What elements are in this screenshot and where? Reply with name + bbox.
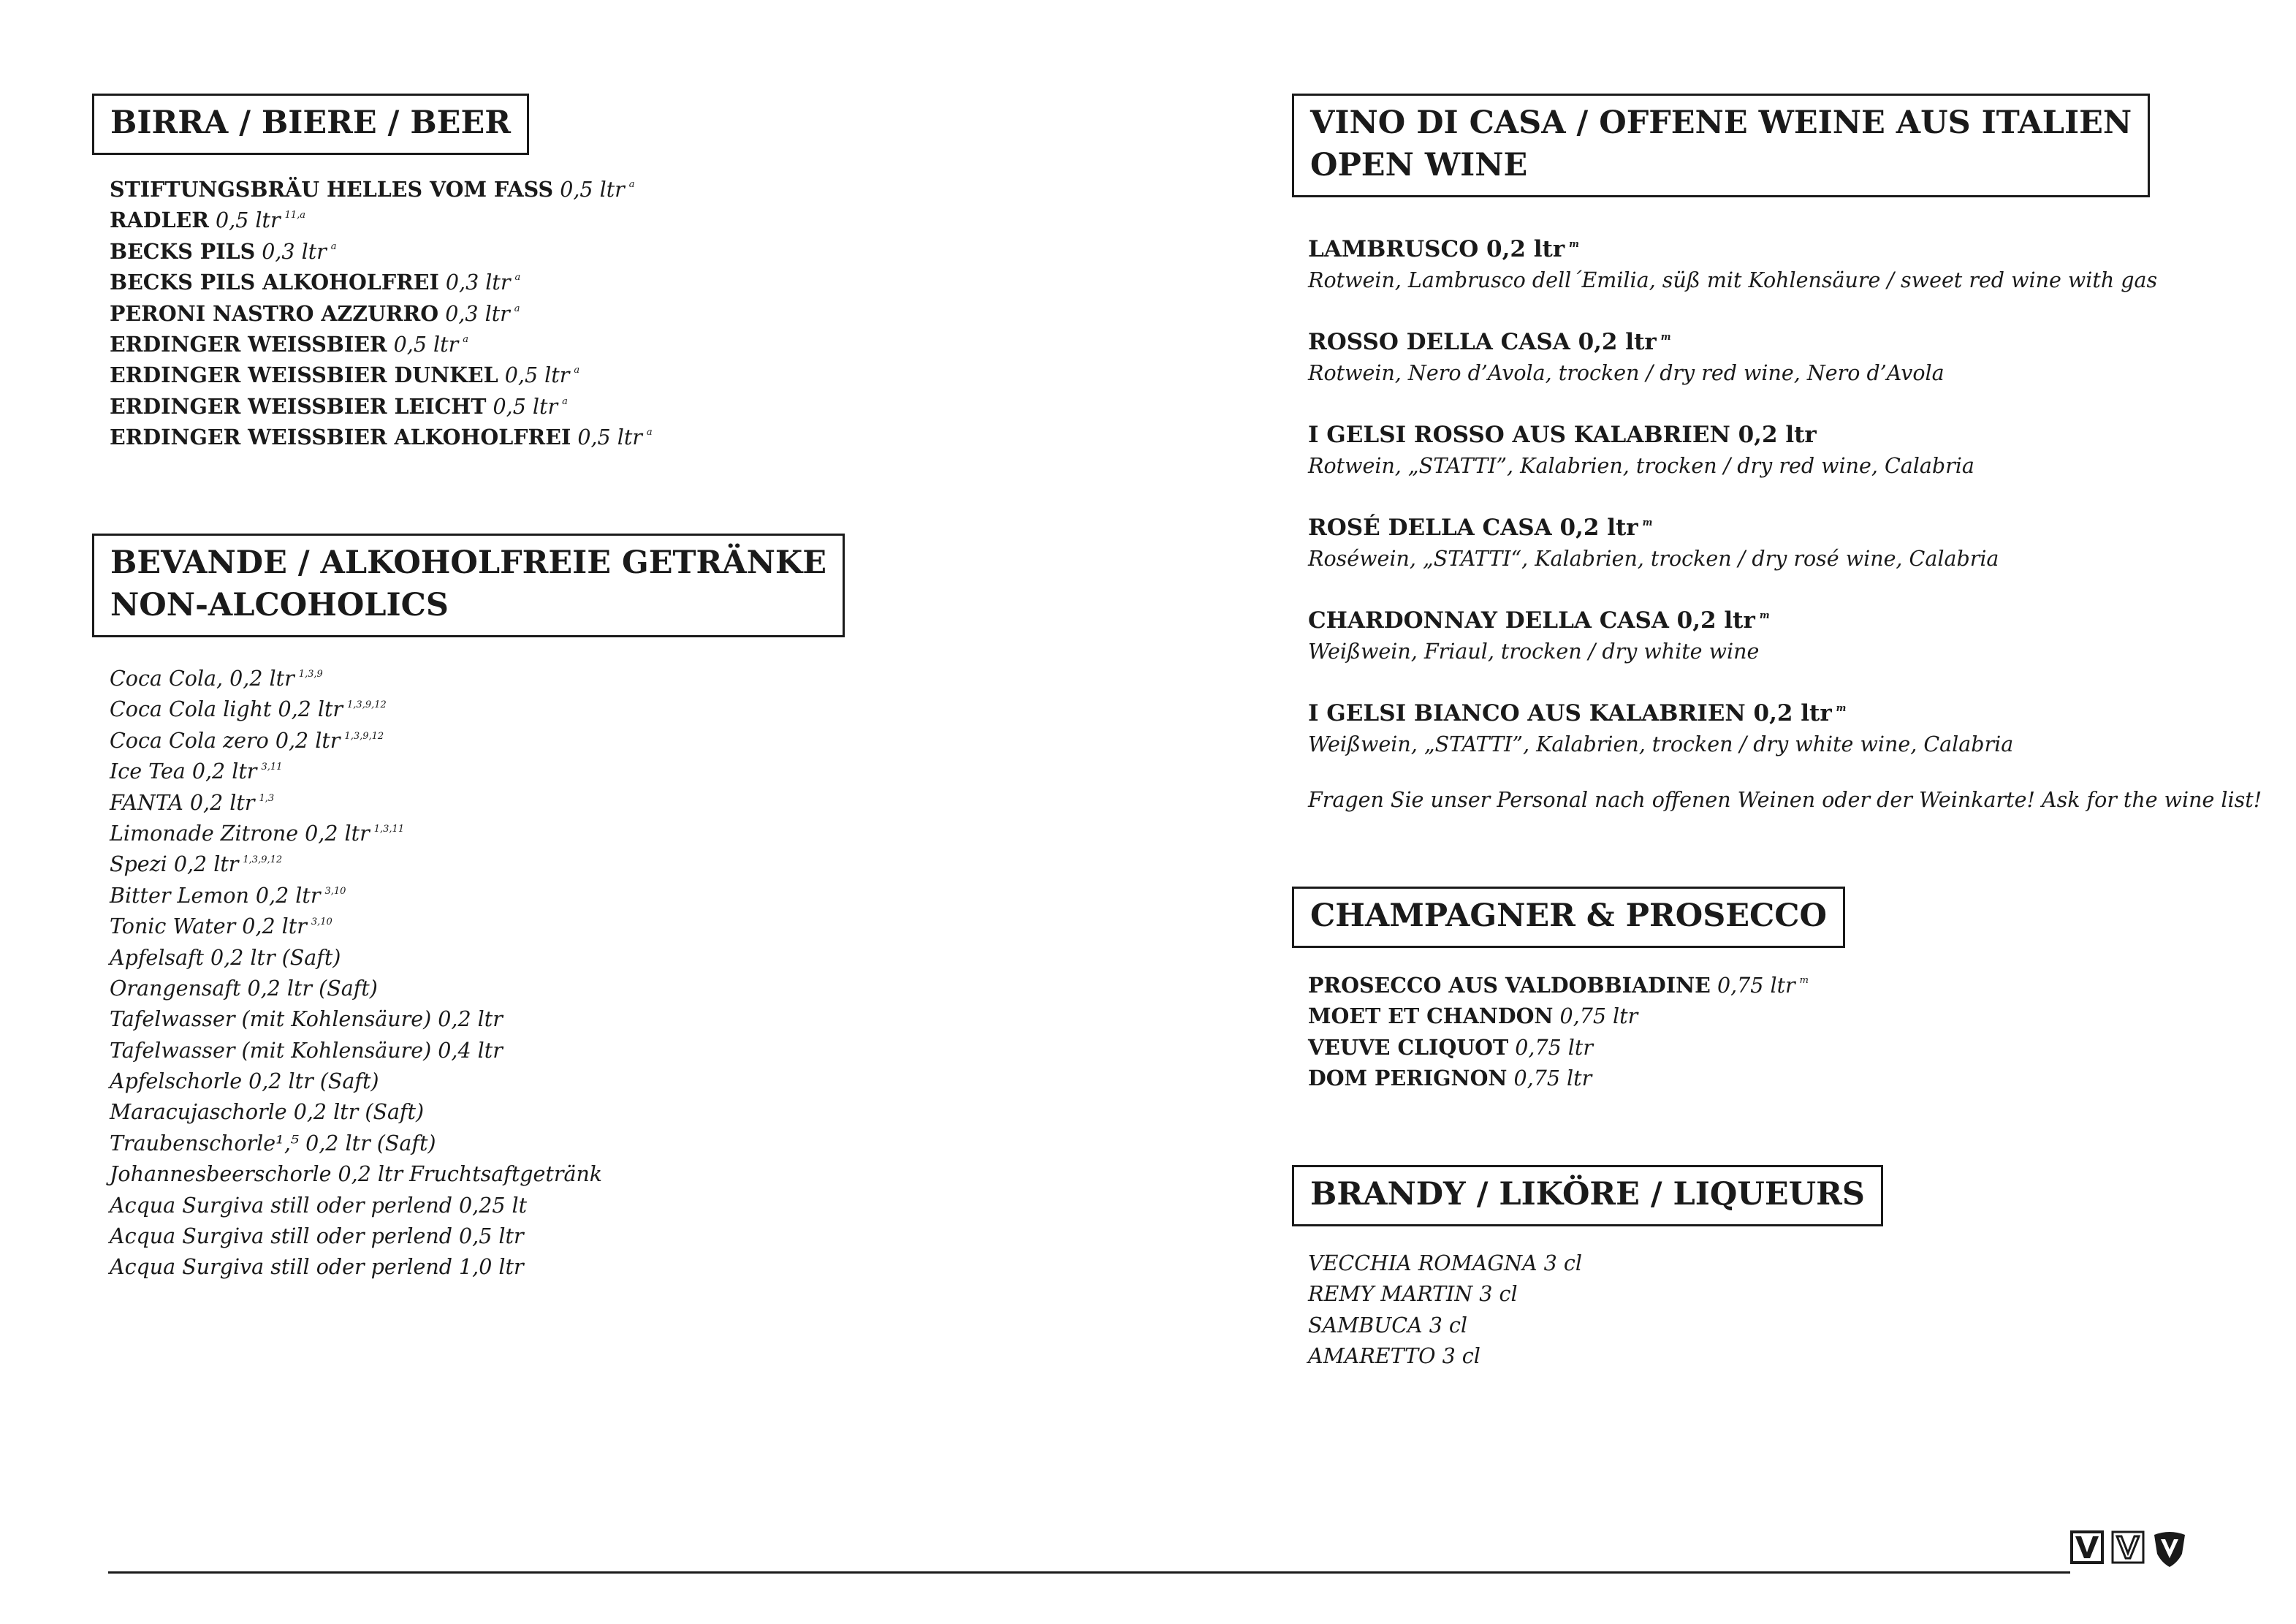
list-item: AMARETTO 3 cl — [1308, 1344, 1480, 1369]
list-item — [110, 881, 602, 911]
wine-name: CHARDONNAY DELLA CASA 0,2 ltr — [1308, 607, 1755, 634]
item-text: Coca Cola light 0,2 ltr — [110, 697, 343, 722]
item-allergen-code: 3,10 — [311, 917, 332, 928]
wine-heading — [1292, 94, 2150, 197]
wine-description: Rotwein, Nero d’Avola, trocken / dry red wine, Nero d’Avola — [1308, 361, 1945, 385]
item-allergen-code: 1,3,9 — [298, 669, 323, 680]
item-name: MOET ET CHANDON — [1308, 1003, 1554, 1029]
item-size: 0,5 ltr — [216, 208, 281, 233]
list-item — [1308, 1001, 1809, 1031]
item-allergen-code: a — [330, 240, 337, 252]
list-item — [110, 1004, 602, 1035]
list-item — [110, 756, 602, 787]
list-item — [110, 726, 602, 756]
list-item — [110, 1252, 602, 1283]
wine-name: I GELSI ROSSO AUS KALABRIEN 0,2 ltr — [1308, 422, 1817, 448]
brandy-title: BRANDY / LIKÖRE / LIQUEURS — [1310, 1176, 1865, 1213]
item-size: 0,75 ltr — [1559, 1004, 1638, 1029]
item-allergen-code: m — [1642, 517, 1653, 528]
item-name: ERDINGER WEISSBIER DUNKEL — [110, 363, 498, 388]
wine-name: LAMBRUSCO 0,2 ltr — [1308, 236, 1565, 262]
wine-description: Weißwein, „STATTI”, Kalabrien, trocken / dry white wine, Calabria — [1308, 732, 2014, 756]
item-allergen-code: m — [1799, 975, 1809, 986]
item-allergen-code: 1,3,9,12 — [344, 730, 384, 742]
item-text: Acqua Surgiva still oder perlend 1,0 ltr — [110, 1255, 524, 1280]
list-item — [1308, 418, 2157, 511]
item-size: 0,75 ltr — [1513, 1066, 1592, 1091]
item-allergen-code: m — [1660, 332, 1671, 343]
list-item — [110, 329, 653, 360]
item-name: PERONI NASTRO AZZURRO — [110, 300, 439, 326]
wine-name: ROSÉ DELLA CASA 0,2 ltr — [1308, 515, 1638, 541]
item-allergen-code: m — [1569, 239, 1579, 250]
item-allergen-code: a — [562, 395, 568, 407]
champagne-list — [1308, 970, 1809, 1094]
list-item — [1308, 232, 2157, 325]
list-item — [110, 1066, 602, 1097]
item-text: Johannesbeerschorle 0,2 ltr Fruchtsaftgetränk — [110, 1162, 603, 1187]
item-name: RADLER — [110, 208, 209, 233]
list-item — [110, 1221, 602, 1252]
wine-description: Roséwein, „STATTI“, Kalabrien, trocken / dry rosé wine, Calabria — [1308, 547, 1999, 571]
item-size: 0,75 ltr — [1515, 1035, 1593, 1060]
item-allergen-code: a — [574, 365, 580, 376]
list-item — [110, 1159, 602, 1190]
item-allergen-code: a — [628, 179, 635, 190]
item-allergen-code: a — [646, 427, 653, 439]
item-text: Ice Tea 0,2 ltr — [110, 759, 257, 784]
list-item — [110, 360, 653, 390]
item-size: 0,5 ltr — [560, 178, 625, 202]
item-text: Maracujaschorle 0,2 ltr (Saft) — [110, 1100, 425, 1125]
item-allergen-code: a — [463, 333, 469, 345]
item-size: 0,3 ltr — [445, 270, 511, 295]
list-item — [110, 236, 653, 267]
item-name: ERDINGER WEISSBIER LEICHT — [110, 393, 487, 419]
beer-title: BIRRA / BIERE / BEER — [110, 105, 511, 141]
list-item — [110, 1036, 602, 1066]
wine-name: I GELSI BIANCO AUS KALABRIEN 0,2 ltr — [1308, 700, 1832, 726]
item-name: DOM PERIGNON — [1308, 1066, 1508, 1091]
item-text: Coca Cola zero 0,2 ltr — [110, 728, 341, 753]
beer-list — [110, 174, 653, 453]
list-item — [110, 391, 653, 422]
item-allergen-code: a — [514, 303, 520, 314]
item-size: 0,5 ltr — [577, 425, 642, 450]
item-text: Apfelsaft 0,2 ltr (Saft) — [110, 945, 341, 970]
item-text: Acqua Surgiva still oder perlend 0,5 ltr — [110, 1224, 524, 1249]
item-size: 0,5 ltr — [493, 394, 558, 419]
item-size: 0,75 ltr — [1717, 974, 1795, 998]
item-size: 0,5 ltr — [504, 363, 570, 388]
item-size: 0,5 ltr — [393, 332, 459, 357]
wine-list-note: Fragen Sie unser Personal nach offenen Weinen oder der Weinkarte! Ask for the wine list! — [1308, 788, 2262, 812]
item-allergen-code: m — [1836, 703, 1847, 714]
wine-description: Rotwein, Lambrusco dell´Emilia, süß mit Kohlensäure / sweet red wine with gas — [1308, 268, 2158, 292]
list-item — [110, 819, 602, 849]
item-allergen-code: 3,10 — [324, 885, 346, 897]
wine-description: Rotwein, „STATTI”, Kalabrien, trocken / dry red wine, Calabria — [1308, 454, 1974, 478]
item-allergen-code: 1,3,11 — [373, 823, 405, 835]
item-name: BECKS PILS — [110, 238, 256, 264]
beer-heading — [92, 94, 529, 155]
footer-rule — [108, 1571, 2070, 1574]
wine-description: Weißwein, Friaul, trocken / dry white wine — [1308, 640, 1760, 664]
item-allergen-code: 1,3 — [259, 792, 275, 804]
wine-name: ROSSO DELLA CASA 0,2 ltr — [1308, 329, 1657, 355]
shield-v-logo-icon — [2151, 1529, 2188, 1570]
list-item — [1308, 325, 2157, 418]
champagne-heading — [1292, 887, 1845, 948]
list-item — [110, 422, 653, 452]
list-item — [110, 1128, 602, 1159]
list-item — [110, 664, 602, 694]
item-text: Spezi 0,2 ltr — [110, 852, 239, 877]
item-allergen-code: 1,3,9,12 — [243, 854, 283, 866]
item-name: ERDINGER WEISSBIER ALKOHOLFREI — [110, 425, 571, 450]
list-item — [110, 1097, 602, 1128]
list-item — [110, 1191, 602, 1221]
list-item — [1308, 604, 2157, 697]
item-text: Apfelschorle 0,2 ltr (Saft) — [110, 1069, 379, 1094]
item-allergen-code: 3,11 — [261, 762, 283, 773]
nonalc-title-line2: NON-ALCOHOLICS — [110, 587, 449, 623]
list-item — [110, 298, 653, 329]
list-item — [1308, 970, 1809, 1001]
list-item: SAMBUCA 3 cl — [1308, 1313, 1467, 1337]
list-item — [110, 849, 602, 880]
list-item — [1308, 697, 2157, 789]
item-text: Orangensaft 0,2 ltr (Saft) — [110, 976, 378, 1001]
wine-title-line1: VINO DI CASA / OFFENE WEINE AUS ITALIEN — [1310, 105, 2132, 141]
list-item: VECCHIA ROMAGNA 3 cl — [1308, 1251, 1582, 1275]
brandy-list — [1308, 1248, 1582, 1373]
list-item — [1308, 1063, 1809, 1093]
list-item — [110, 943, 602, 974]
item-name: ERDINGER WEISSBIER — [110, 331, 387, 357]
list-item — [1308, 511, 2157, 604]
item-text: Tonic Water 0,2 ltr — [110, 914, 307, 939]
item-text: Bitter Lemon 0,2 ltr — [110, 883, 321, 908]
list-item — [110, 205, 653, 235]
list-item — [110, 174, 653, 205]
wine-list — [1308, 232, 2157, 789]
item-name: PROSECCO AUS VALDOBBIADINE — [1308, 973, 1711, 998]
item-allergen-code: 1,3,9,12 — [347, 699, 387, 711]
item-name: BECKS PILS ALKOHOLFREI — [110, 270, 439, 295]
brandy-heading — [1292, 1165, 1883, 1226]
item-text: Limonade Zitrone 0,2 ltr — [110, 821, 370, 846]
list-item — [110, 694, 602, 725]
nonalc-title-line1: BEVANDE / ALKOHOLFREIE GETRÄNKE — [110, 545, 827, 581]
item-name: STIFTUNGSBRÄU HELLES VOM FASS — [110, 177, 554, 202]
v-logo-icon — [2110, 1529, 2145, 1570]
item-text: Tafelwasser (mit Kohlensäure) 0,2 ltr — [110, 1007, 503, 1032]
list-item — [110, 267, 653, 297]
list-item — [110, 911, 602, 942]
champagne-title: CHAMPAGNER & PROSECCO — [1310, 898, 1827, 934]
item-allergen-code: 11,a — [284, 210, 306, 221]
item-allergen-code: m — [1759, 610, 1770, 621]
item-size: 0,3 ltr — [445, 301, 510, 326]
item-text: Coca Cola, 0,2 ltr — [110, 667, 294, 691]
item-allergen-code: a — [514, 272, 521, 284]
item-text: Traubenschorle¹‚⁵ 0,2 ltr (Saft) — [110, 1131, 436, 1156]
item-text: Acqua Surgiva still oder perlend 0,25 lt — [110, 1193, 528, 1218]
v-logo-icon — [2069, 1529, 2105, 1570]
item-text: Tafelwasser (mit Kohlensäure) 0,4 ltr — [110, 1038, 503, 1063]
item-name: VEUVE CLIQUOT — [1308, 1034, 1509, 1060]
list-item — [110, 974, 602, 1004]
item-text: FANTA 0,2 ltr — [110, 790, 255, 815]
nonalc-list — [110, 664, 602, 1283]
list-item: REMY MARTIN 3 cl — [1308, 1282, 1518, 1307]
wine-title-line2: OPEN WINE — [1310, 147, 1528, 183]
list-item — [1308, 1032, 1809, 1063]
list-item — [110, 788, 602, 819]
nonalc-heading — [92, 534, 845, 637]
item-size: 0,3 ltr — [262, 239, 327, 264]
